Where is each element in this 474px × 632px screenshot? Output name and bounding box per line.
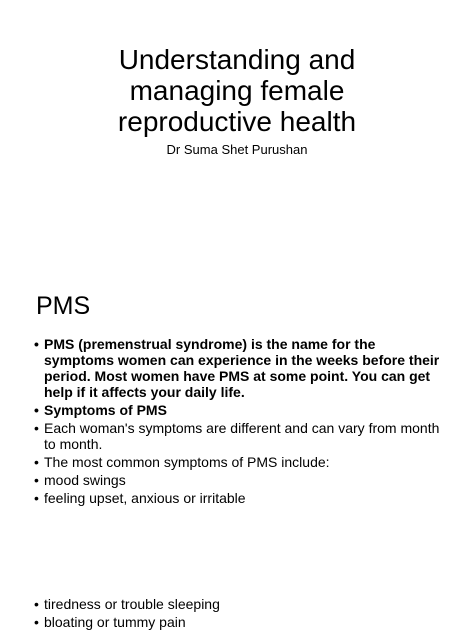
bullet-text: Each woman's symptoms are different and can vary from month to month.	[44, 420, 440, 452]
list-item	[34, 472, 444, 488]
bullet-glyph: •	[34, 420, 39, 436]
bullet-text: bloating or tummy pain	[44, 614, 186, 630]
bullet-text: Symptoms of PMS	[44, 402, 167, 418]
title-line: reproductive health	[117, 106, 357, 137]
list-item	[34, 614, 444, 630]
bullet-glyph: •	[34, 402, 39, 418]
list-item	[34, 336, 444, 400]
bullet-glyph: •	[34, 472, 39, 488]
title-line: Understanding and	[118, 44, 356, 75]
title-slide	[0, 0, 474, 270]
list-item	[34, 454, 444, 470]
bullet-glyph: •	[34, 614, 39, 630]
bullet-glyph: •	[34, 490, 39, 506]
list-item	[34, 420, 444, 452]
bullet-text: tiredness or trouble sleeping	[44, 596, 220, 612]
list-item	[34, 402, 444, 418]
bullet-text: PMS (premenstrual syndrome) is the name for the symptoms women can experience in the weeks before their period. Most women have PMS at some point. You can get help if it affects your daily life.	[44, 336, 440, 400]
bullet-text: feeling upset, anxious or irritable	[44, 490, 246, 506]
pms-slide	[0, 270, 474, 632]
list-item	[34, 490, 444, 506]
bullet-list	[34, 336, 444, 632]
bullet-glyph: •	[34, 336, 39, 352]
spacer	[34, 508, 444, 594]
bullet-text: mood swings	[44, 472, 126, 488]
author-name: Dr Suma Shet Purushan	[166, 142, 308, 157]
list-item	[34, 596, 444, 612]
bullet-text: The most common symptoms of PMS include:	[44, 454, 330, 470]
section-heading: PMS	[36, 292, 91, 320]
slide-title	[20, 44, 454, 137]
bullet-glyph: •	[34, 596, 39, 612]
title-line: managing female	[129, 75, 345, 106]
bullet-glyph: •	[34, 454, 39, 470]
